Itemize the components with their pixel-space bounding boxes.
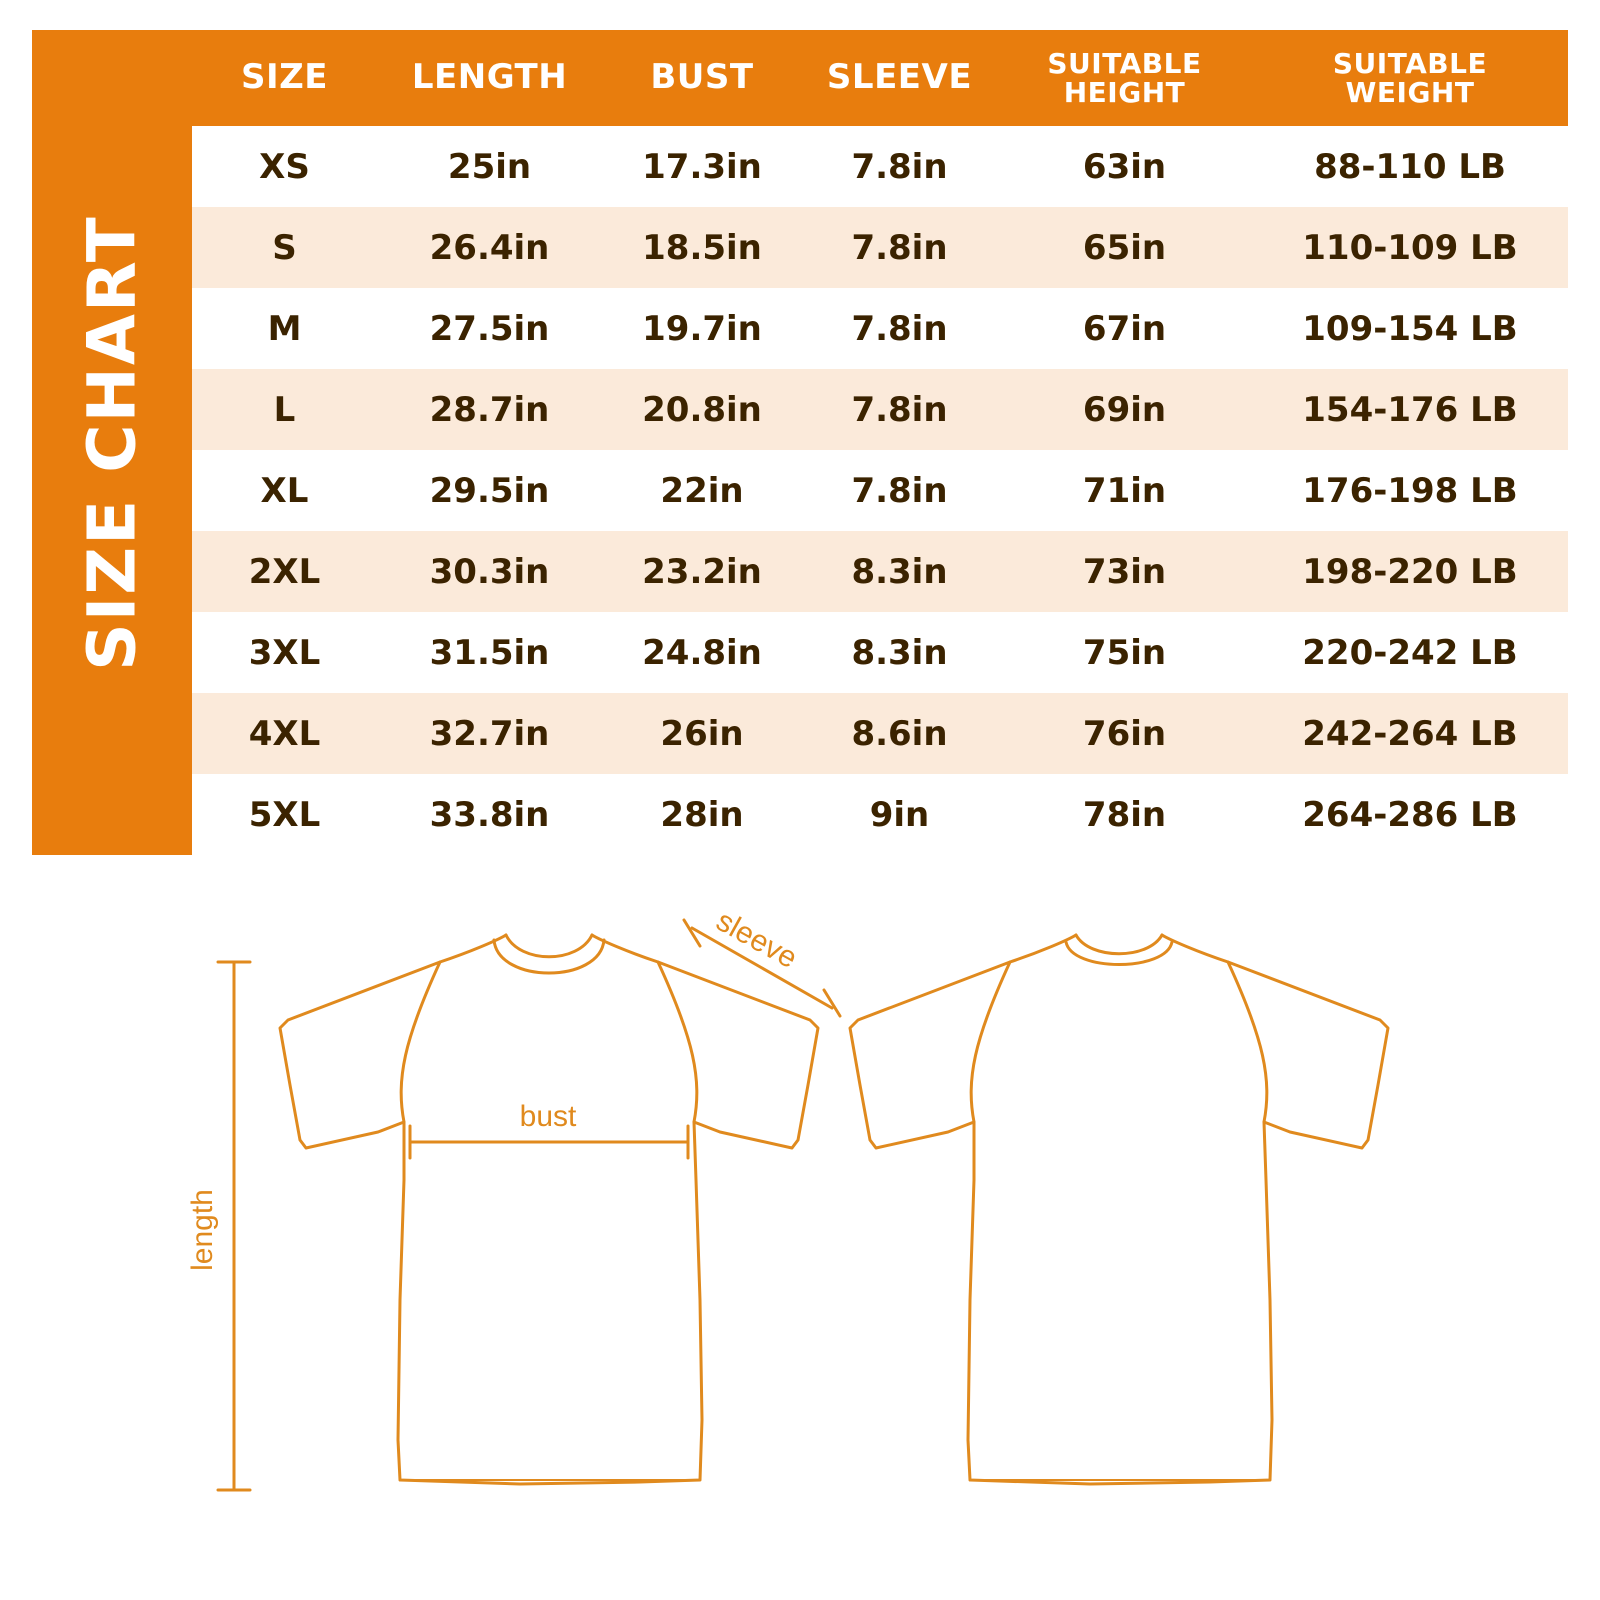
cell-sleeve: 7.8in <box>851 227 948 268</box>
cell-suitable-height: 65in <box>1082 227 1167 268</box>
cell-suitable-height: 73in <box>1082 551 1167 592</box>
cell-size: XL <box>260 470 309 511</box>
table-header-row <box>192 30 1568 126</box>
length-dimension-line <box>218 962 250 1490</box>
cell-suitable-weight: 110-109 LB <box>1302 227 1518 268</box>
table-row <box>192 369 1568 450</box>
cell-suitable-weight: 109-154 LB <box>1302 308 1518 349</box>
cell-suitable-height: 63in <box>1082 146 1167 187</box>
column-header-suitable-height-line1: SUITABLE <box>1047 46 1202 80</box>
cell-suitable-weight: 264-286 LB <box>1302 794 1518 835</box>
cell-suitable-weight: 88-110 LB <box>1314 146 1506 187</box>
cell-suitable-height: 69in <box>1082 389 1167 430</box>
cell-size: 3XL <box>248 632 321 673</box>
table-row <box>192 693 1568 774</box>
cell-length: 31.5in <box>429 632 550 673</box>
cell-suitable-height: 78in <box>1082 794 1167 835</box>
size-chart-table-block <box>32 30 1568 855</box>
cell-length: 27.5in <box>429 308 550 349</box>
column-header-suitable-weight <box>1252 46 1568 109</box>
cell-suitable-weight: 176-198 LB <box>1302 470 1518 511</box>
size-chart-side-label <box>32 30 192 855</box>
cell-bust: 22in <box>660 470 744 511</box>
column-header-suitable-weight-line1: SUITABLE <box>1332 46 1488 80</box>
column-header-suitable-weight-line2: WEIGHT <box>1345 76 1475 109</box>
cell-size: 2XL <box>248 551 321 592</box>
measurement-diagram <box>0 880 1600 1580</box>
cell-length: 28.7in <box>429 389 550 430</box>
cell-suitable-weight: 154-176 LB <box>1302 389 1518 430</box>
cell-suitable-weight: 220-242 LB <box>1302 632 1518 673</box>
cell-length: 26.4in <box>429 227 550 268</box>
cell-sleeve: 7.8in <box>851 389 948 430</box>
cell-bust: 20.8in <box>642 389 762 430</box>
cell-size: L <box>273 389 296 430</box>
cell-sleeve: 8.3in <box>851 551 948 592</box>
cell-length: 25in <box>447 146 532 187</box>
cell-suitable-weight: 198-220 LB <box>1302 551 1518 592</box>
cell-bust: 18.5in <box>642 227 762 268</box>
table-row <box>192 126 1568 207</box>
column-header-sleeve: SLEEVE <box>826 57 973 98</box>
cell-suitable-weight: 242-264 LB <box>1302 713 1518 754</box>
t-shirt-front-outline <box>280 935 818 1484</box>
cell-bust: 23.2in <box>642 551 762 592</box>
table-row <box>192 612 1568 693</box>
cell-size: XS <box>259 146 310 187</box>
column-header-size: SIZE <box>240 57 329 98</box>
table-row <box>192 531 1568 612</box>
cell-sleeve: 7.8in <box>851 308 948 349</box>
cell-bust: 17.3in <box>642 146 762 187</box>
cell-size: S <box>272 227 297 268</box>
cell-suitable-height: 71in <box>1082 470 1167 511</box>
size-table <box>192 30 1568 855</box>
cell-sleeve: 7.8in <box>851 146 948 187</box>
cell-length: 33.8in <box>429 794 550 835</box>
page-title: SIZE CHART <box>73 214 151 671</box>
sleeve-label: sleeve <box>710 904 803 976</box>
column-header-length: LENGTH <box>411 57 568 98</box>
table-row <box>192 288 1568 369</box>
cell-length: 29.5in <box>429 470 550 511</box>
table-row <box>192 450 1568 531</box>
cell-bust: 19.7in <box>642 308 762 349</box>
cell-sleeve: 9in <box>869 794 930 835</box>
column-header-suitable-height-line2: HEIGHT <box>1063 76 1186 109</box>
cell-bust: 26in <box>660 713 744 754</box>
cell-bust: 28in <box>660 794 744 835</box>
cell-length: 32.7in <box>429 713 550 754</box>
cell-sleeve: 7.8in <box>851 470 948 511</box>
cell-sleeve: 8.3in <box>851 632 948 673</box>
table-row <box>192 774 1568 855</box>
column-header-bust: BUST <box>650 57 754 98</box>
table-row <box>192 207 1568 288</box>
cell-size: M <box>267 308 302 349</box>
column-header-suitable-height <box>997 46 1252 109</box>
cell-size: 5XL <box>248 794 321 835</box>
t-shirt-back-outline <box>850 935 1388 1484</box>
cell-suitable-height: 75in <box>1082 632 1167 673</box>
cell-size: 4XL <box>248 713 321 754</box>
cell-bust: 24.8in <box>642 632 762 673</box>
cell-suitable-height: 76in <box>1082 713 1167 754</box>
cell-sleeve: 8.6in <box>851 713 948 754</box>
cell-length: 30.3in <box>429 551 550 592</box>
bust-label: bust <box>519 1100 577 1133</box>
length-label: length <box>186 1189 219 1271</box>
cell-suitable-height: 67in <box>1082 308 1167 349</box>
